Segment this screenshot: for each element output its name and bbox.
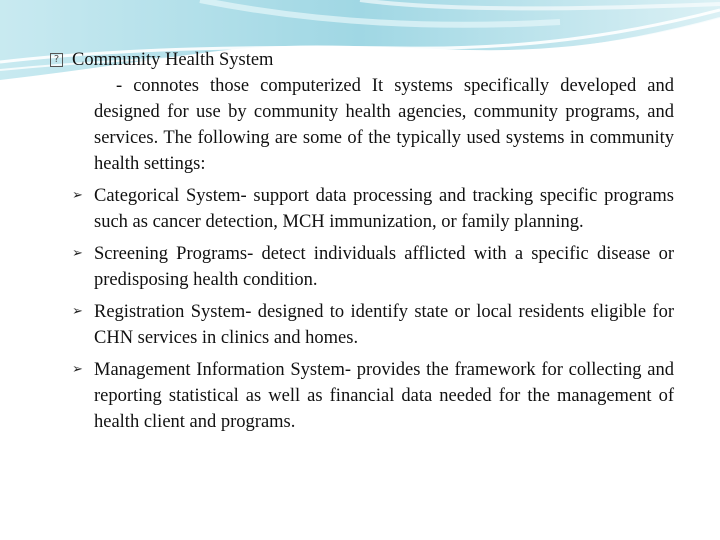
arrow-bullet-icon: ➢ [72,246,83,261]
slide-heading: Community Health System [72,50,274,70]
description-indent [94,76,116,96]
system-list [48,183,674,435]
slide-content [48,47,674,435]
list-item-text: Categorical System- support data processing and tracking specific programs such as cancer detection, MCH immunization, or family planning. [94,186,674,232]
arrow-bullet-icon: ➢ [72,304,83,319]
list-item-text: Screening Programs- detect individuals afflicted with a specific disease or predisposing health condition. [94,244,674,290]
list-item [48,183,674,235]
list-item [48,299,674,351]
description-paragraph [48,73,674,177]
arrow-bullet-icon: ➢ [72,188,83,203]
box-bullet-icon: ? [50,53,63,67]
description-text: - connotes those computerized It systems specifically developed and designed for use by community health agencies, community programs, and services. The following are some of the typically used systems in community health settings: [94,76,674,174]
heading-row [48,47,674,73]
list-item-text: Management Information System- provides the framework for collecting and reporting statistical as well as financial data needed for the management of health client and programs. [94,360,674,432]
list-item [48,241,674,293]
list-item-text: Registration System- designed to identify state or local residents eligible for CHN services in clinics and homes. [94,302,674,348]
list-item [48,357,674,435]
arrow-bullet-icon: ➢ [72,362,83,377]
